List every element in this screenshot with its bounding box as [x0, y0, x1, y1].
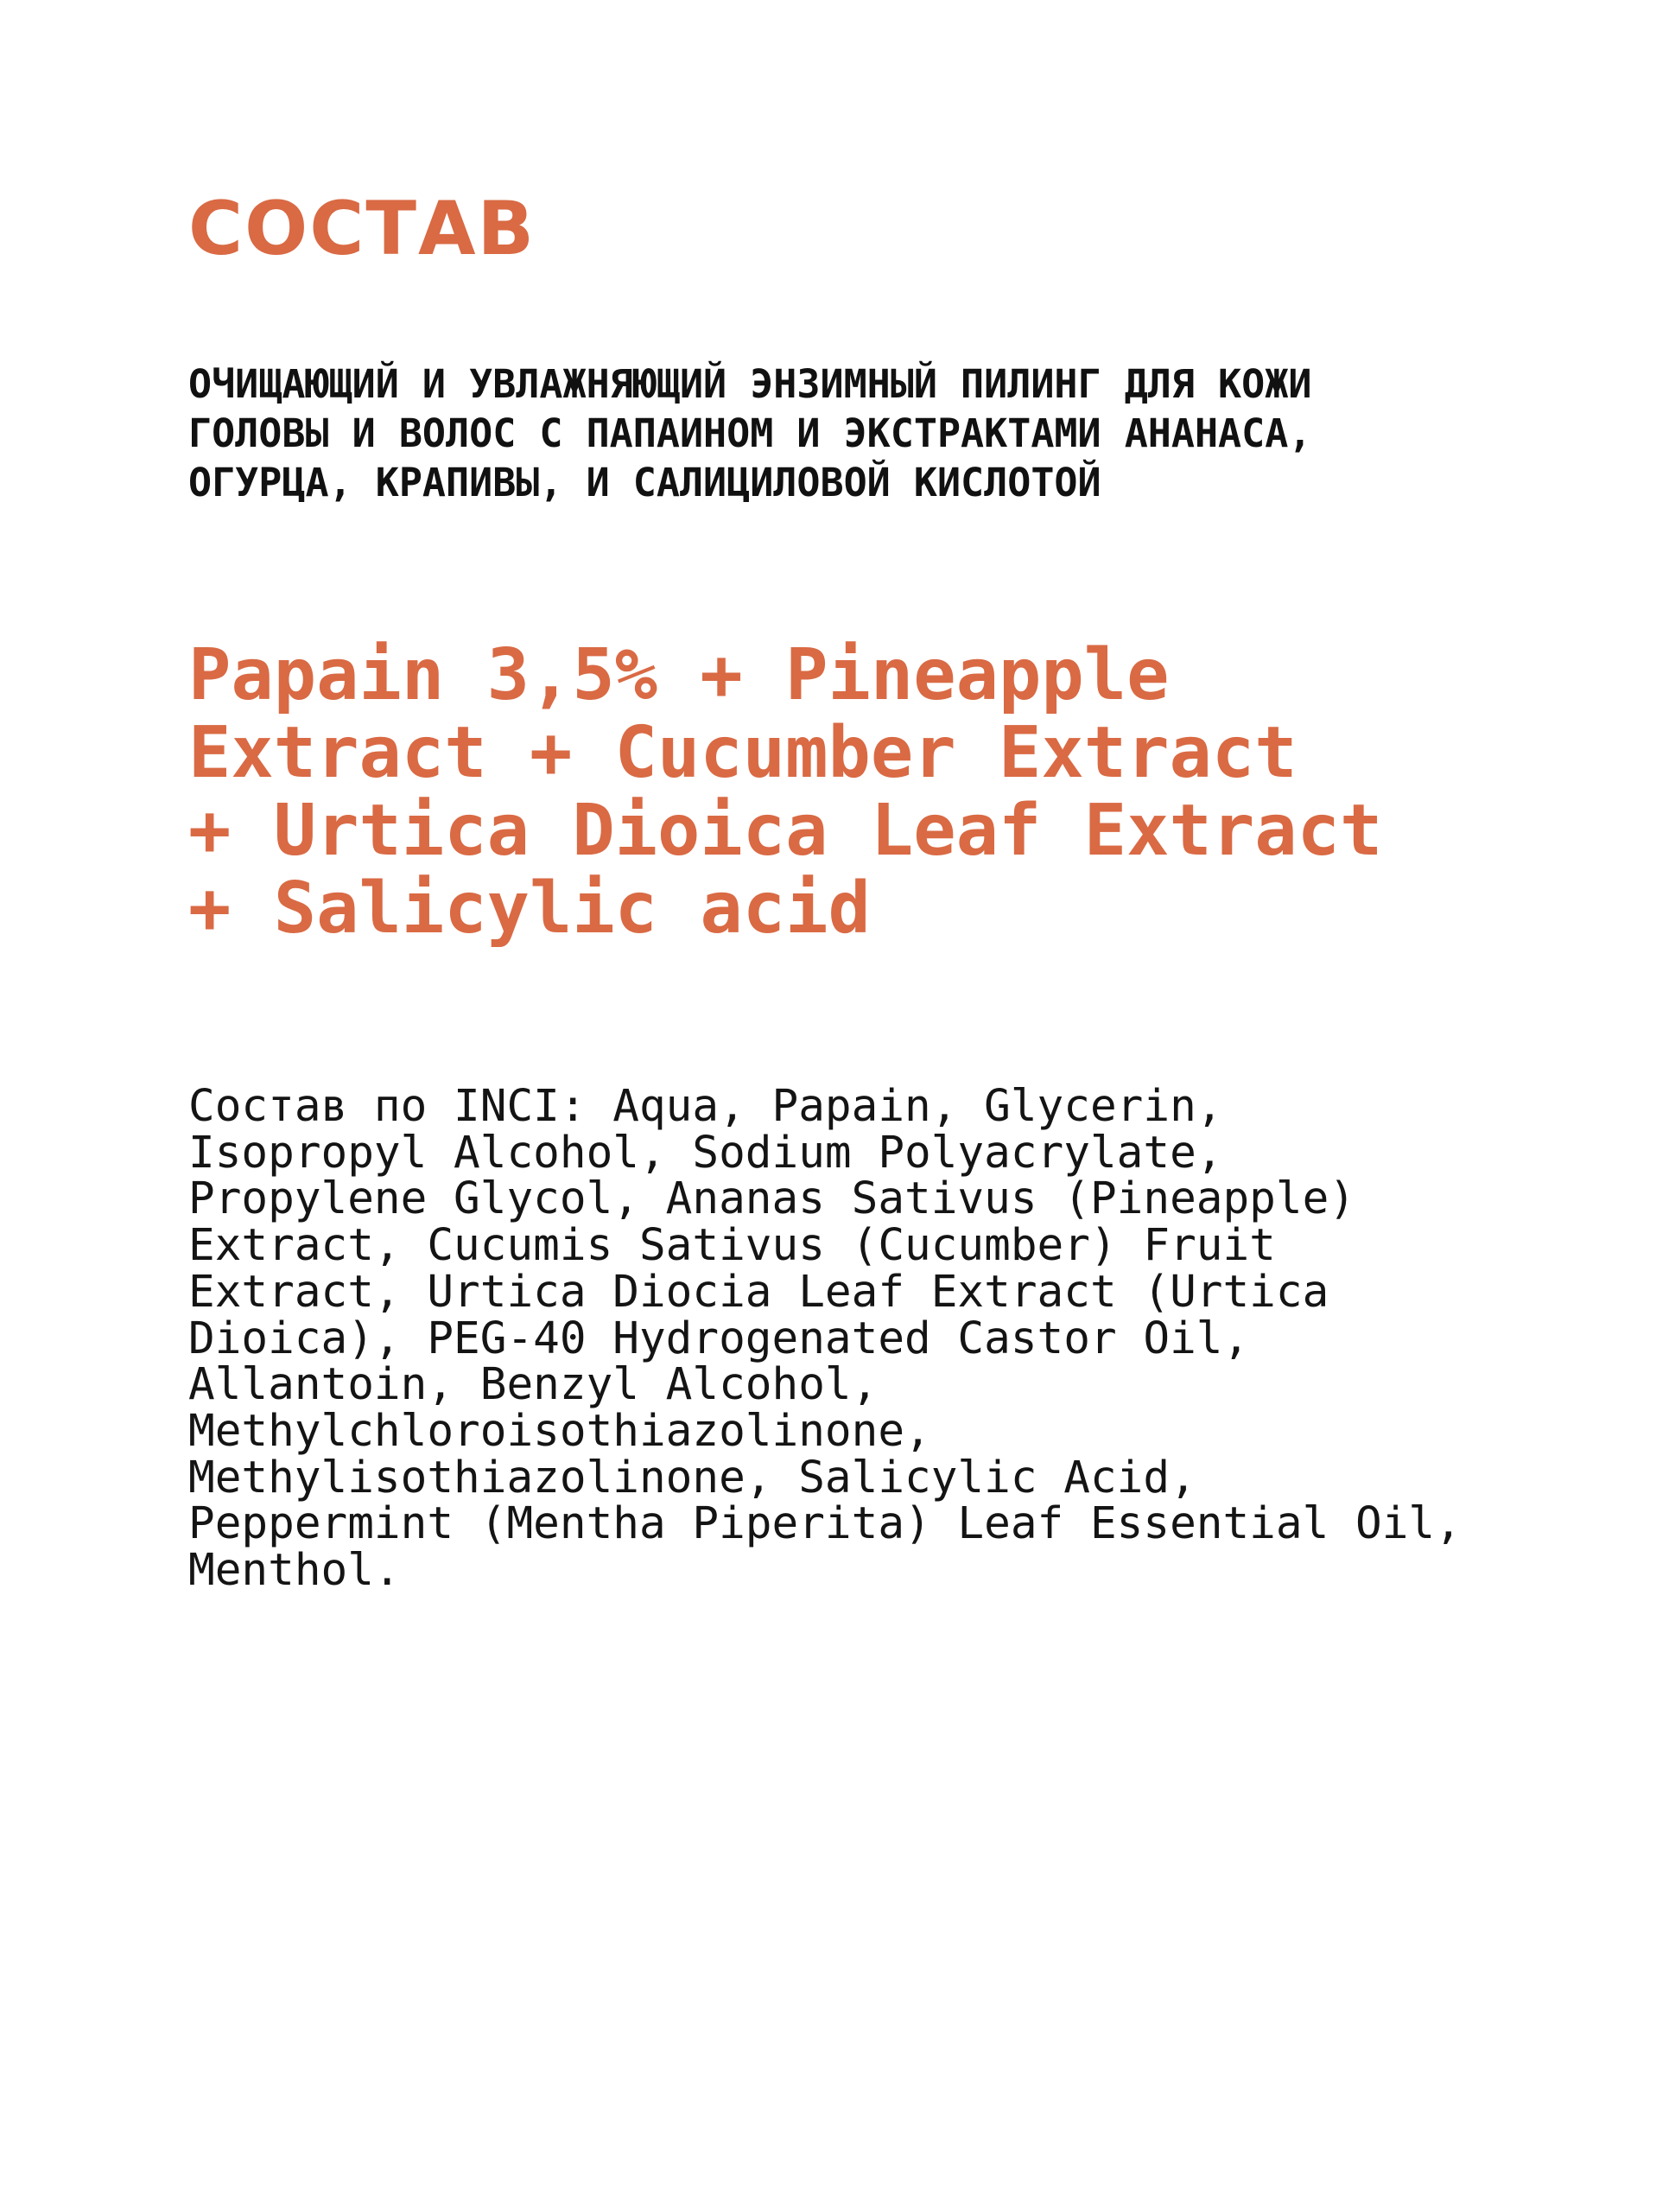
- product-description: ОЧИЩАЮЩИЙ И УВЛАЖНЯЮЩИЙ ЭНЗИМНЫЙ ПИЛИНГ ДЛЯ КОЖИ ГОЛОВЫ И ВОЛОС С ПАПАИНОМ И ЭКСТРАКТАМИ АНАНАСА, ОГУРЦА, КРАПИВЫ, И САЛИЦИЛОВОЙ КИСЛОТОЙ: [188, 361, 1312, 505]
- page-title: СОСТАВ: [188, 186, 536, 272]
- inci-ingredients-list: Состав по INCI: Aqua, Papain, Glycerin, Isopropyl Alcohol, Sodium Polyacrylate, Propylene Glycol, Ananas Sativus (Pineapple) Extract, Cucumis Sativus (Cucumber) Fruit Extract, Urtica Diocia Leaf Extract (Urtica Dioica), PEG-40 Hydrogenated Castor Oil, Allantoin, Benzyl Alcohol, Methylchloroisothiazolinone, Methylisothiazolinone, Salicylic Acid, Peppermint (Mentha Piperita) Leaf Essential Oil, Menthol.: [188, 1081, 1462, 1597]
- active-ingredients: Papain 3,5% + Pineapple Extract + Cucumber Extract + Urtica Dioica Leaf Extract + Salicylic acid: [188, 634, 1383, 950]
